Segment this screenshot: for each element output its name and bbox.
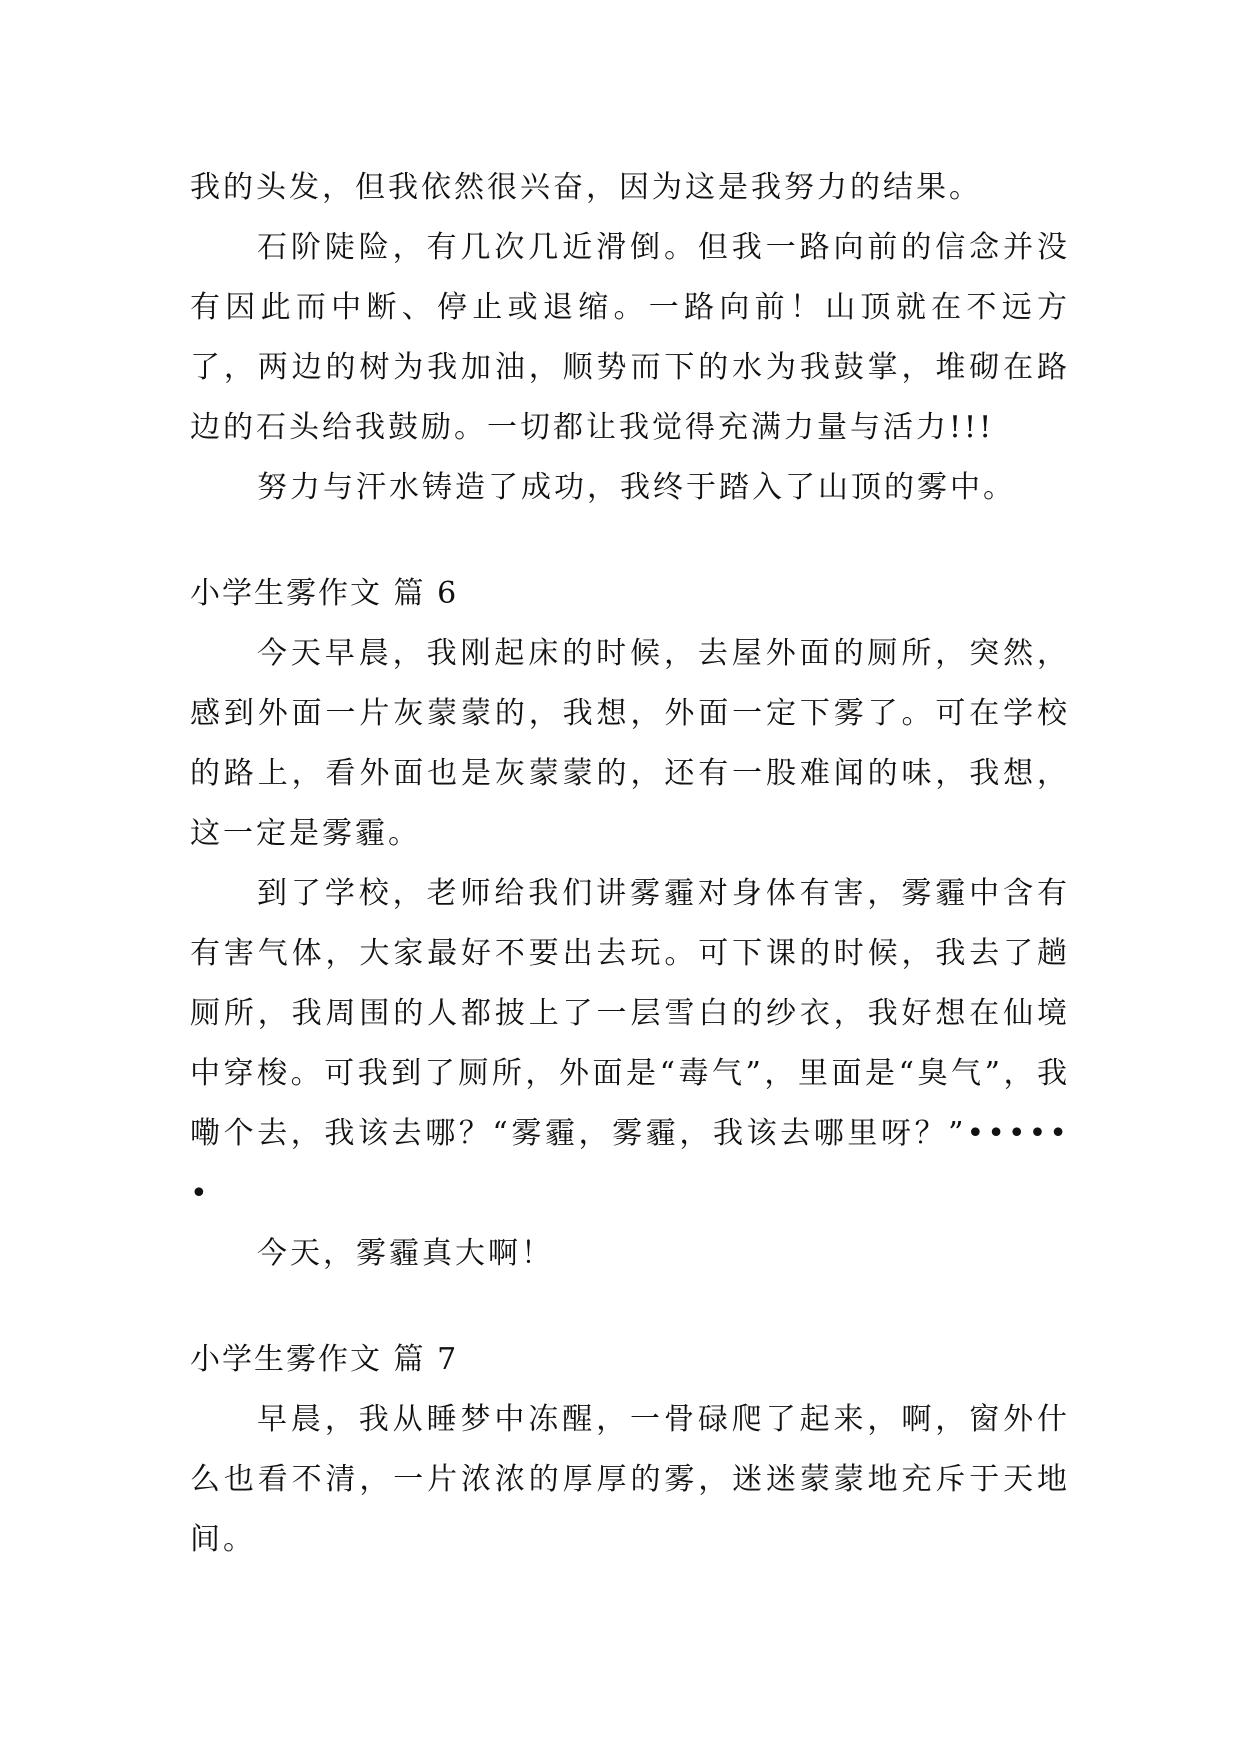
section-heading: 小学生雾作文 篇 7	[190, 1342, 459, 1377]
section-7	[190, 1330, 1070, 1570]
section-gap	[190, 518, 1070, 564]
paragraph-continued: 我的头发，但我依然很兴奋，因为这是我努力的结果。	[190, 170, 982, 205]
paragraph: 早晨，我从睡梦中冻醒，一骨碌爬了起来，啊，窗外什么也看不清，一片浓浓的厚厚的雾，迷迷蒙蒙地充斥于天地间。	[190, 1402, 1070, 1557]
section-gap	[190, 1284, 1070, 1330]
paragraph: 今天，雾霾真大啊！	[257, 1236, 554, 1271]
section-heading: 小学生雾作文 篇 6	[190, 576, 459, 611]
paragraph: 石阶陡险，有几次几近滑倒。但我一路向前的信念并没有因此而中断、停止或退缩。一路向前！山顶就在不远方了，两边的树为我加油，顺势而下的水为我鼓掌，堆砌在路边的石头给我鼓励。一切都让我觉得充满力量与活力!!!	[190, 230, 1070, 445]
section-6	[190, 564, 1070, 1284]
paragraph: 今天早晨，我刚起床的时候，去屋外面的厕所，突然，感到外面一片灰蒙蒙的，我想，外面一定下雾了。可在学校的路上，看外面也是灰蒙蒙的，还有一股难闻的味，我想，这一定是雾霾。	[190, 636, 1070, 851]
paragraph: 努力与汗水铸造了成功，我终于踏入了山顶的雾中。	[257, 470, 1016, 505]
paragraph: 到了学校，老师给我们讲雾霾对身体有害，雾霾中含有有害气体，大家最好不要出去玩。可下课的时候，我去了趟厕所，我周围的人都披上了一层雪白的纱衣，我好想在仙境中穿梭。可我到了厕所，外面是“毒气”，里面是“臭气”，我嘞个去，我该去哪？“雾霾，雾霾，我该去哪里呀？”••••••	[190, 876, 1070, 1211]
document-page	[190, 158, 1070, 1570]
